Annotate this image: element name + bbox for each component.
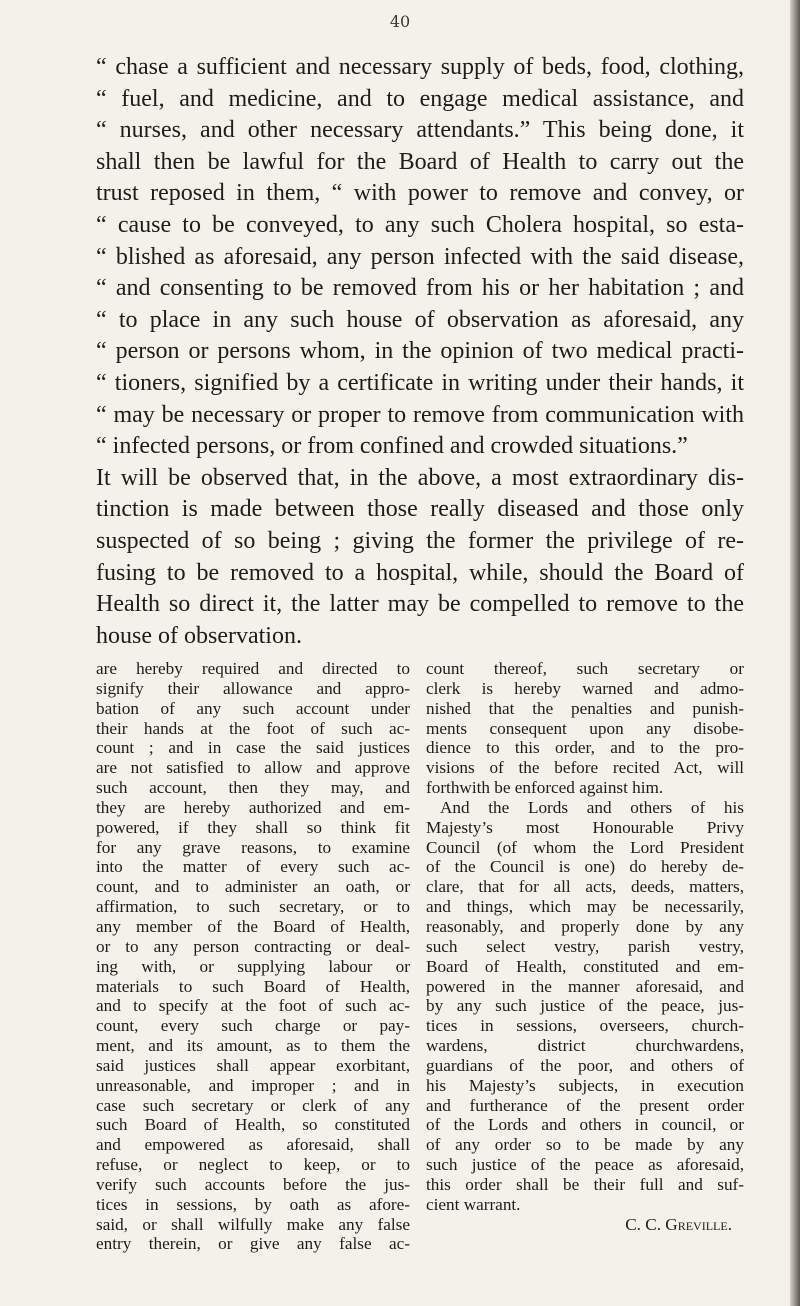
main-text-line: “ fuel, and medicine, and to engage medical assistance, and bbox=[96, 85, 744, 112]
right-column-line: nished that the penalties and punish- bbox=[426, 698, 744, 718]
left-column-line: unreasonable, and improper ; and in bbox=[96, 1075, 410, 1095]
right-column-line: his Majesty’s subjects, in execution bbox=[426, 1075, 744, 1095]
main-text-line: house of observation. bbox=[96, 622, 302, 649]
page-edge bbox=[790, 0, 800, 1306]
right-column-line: visions of the before recited Act, will bbox=[426, 758, 744, 778]
left-column-line: ment, and its amount, as to them the bbox=[96, 1036, 410, 1056]
main-text-line: “ and consenting to be removed from his or her habitation ; and bbox=[96, 275, 744, 302]
left-column-line: they are hereby authorized and em- bbox=[96, 797, 410, 817]
right-column-line: this order shall be their full and suf- bbox=[426, 1174, 744, 1194]
left-column-line: ing with, or supplying labour or bbox=[96, 956, 410, 976]
main-text-line: trust reposed in them, “ with power to remove and convey, or bbox=[96, 180, 744, 207]
main-text-line: “ tioners, signified by a certificate in writing under their hands, it bbox=[96, 369, 744, 396]
right-column-line: cient warrant. bbox=[426, 1194, 521, 1214]
main-text-line: Health so direct it, the latter may be compelled to remove to the bbox=[96, 591, 744, 618]
right-column-line: of any order so to be made by any bbox=[426, 1135, 744, 1155]
right-column-line: Council (of whom the Lord President bbox=[426, 837, 744, 857]
right-column-line: wardens, district churchwardens, bbox=[426, 1036, 744, 1056]
main-text-line: “ cause to be conveyed, to any such Cholera hospital, so esta- bbox=[96, 211, 744, 238]
footnote-right-column bbox=[426, 659, 744, 1234]
main-text-line: shall then be lawful for the Board of Health to carry out the bbox=[96, 148, 744, 175]
main-text-line: “ may be necessary or proper to remove from communication with bbox=[96, 401, 744, 428]
main-text-line: “ to place in any such house of observation as aforesaid, any bbox=[96, 306, 744, 333]
right-column-line: of the Lords and others in council, or bbox=[426, 1115, 744, 1135]
left-column-line: tices in sessions, by oath as afore- bbox=[96, 1194, 410, 1214]
right-column-line: clare, that for all acts, deeds, matters, bbox=[426, 877, 744, 897]
right-column-line: such select vestry, parish vestry, bbox=[426, 936, 744, 956]
signature: C. C. Greville. bbox=[625, 1214, 732, 1234]
left-column-line: powered, if they shall so think fit bbox=[96, 817, 410, 837]
left-column-line: their hands at the foot of such ac- bbox=[96, 718, 410, 738]
left-column-line: affirmation, to such secretary, or to bbox=[96, 897, 410, 917]
left-column-line: entry therein, or give any false ac- bbox=[96, 1234, 410, 1254]
right-column-line: Board of Health, constituted and em- bbox=[426, 956, 744, 976]
main-text-line: tinction is made between those really diseased and those only bbox=[96, 496, 744, 523]
right-column-line: guardians of the poor, and others of bbox=[426, 1055, 744, 1075]
right-column-line: forthwith be enforced against him. bbox=[426, 778, 664, 798]
left-column-line: refuse, or neglect to keep, or to bbox=[96, 1155, 410, 1175]
left-column-line: such Board of Health, so constituted bbox=[96, 1115, 410, 1135]
left-column-line: are not satisfied to allow and approve bbox=[96, 758, 410, 778]
right-column-line: such justice of the peace as aforesaid, bbox=[426, 1155, 744, 1175]
main-text-line: “ blished as aforesaid, any person infected with the said disease, bbox=[96, 243, 744, 270]
left-column-line: into the matter of every such ac- bbox=[96, 857, 410, 877]
main-text-block bbox=[96, 52, 744, 652]
right-column-line: and things, which may be necessarily, bbox=[426, 897, 744, 917]
left-column-line: bation of any such account under bbox=[96, 698, 410, 718]
left-column-line: for any grave reasons, to examine bbox=[96, 837, 410, 857]
main-text-line: It will be observed that, in the above, a most extraordinary dis- bbox=[96, 464, 744, 491]
left-column-line: said, or shall wilfully make any false bbox=[96, 1214, 410, 1234]
left-column-line: or to any person contracting or deal- bbox=[96, 936, 410, 956]
right-column-line: And the Lords and others of his bbox=[440, 797, 744, 817]
right-column-line: and furtherance of the present order bbox=[426, 1095, 744, 1115]
left-column-line: and empowered as aforesaid, shall bbox=[96, 1135, 410, 1155]
right-column-line: ments consequent upon any disobe- bbox=[426, 718, 744, 738]
main-text-line: “ infected persons, or from confined and crowded situations.” bbox=[96, 433, 688, 460]
left-column-line: are hereby required and directed to bbox=[96, 659, 410, 678]
page-number: 40 bbox=[389, 12, 411, 31]
main-text-line: suspected of so being ; giving the former the privilege of re- bbox=[96, 527, 744, 554]
right-column-line: dience to this order, and to the pro- bbox=[426, 738, 744, 758]
left-column-line: count, and to administer an oath, or bbox=[96, 877, 410, 897]
left-column-line: count ; and in case the said justices bbox=[96, 738, 410, 758]
left-column-line: verify such accounts before the jus- bbox=[96, 1174, 410, 1194]
right-column-line: tices in sessions, overseers, church- bbox=[426, 1016, 744, 1036]
right-column-line: Majesty’s most Honourable Privy bbox=[426, 817, 744, 837]
main-text-line: “ person or persons whom, in the opinion of two medical practi- bbox=[96, 338, 744, 365]
left-column-line: such account, then they may, and bbox=[96, 778, 410, 798]
left-column-line: signify their allowance and appro- bbox=[96, 678, 410, 698]
left-column-line: any member of the Board of Health, bbox=[96, 916, 410, 936]
right-column-line: powered in the manner aforesaid, and bbox=[426, 976, 744, 996]
left-column-line: materials to such Board of Health, bbox=[96, 976, 410, 996]
right-column-line: count thereof, such secretary or bbox=[426, 659, 744, 678]
right-column-line: of the Council is one) do hereby de- bbox=[426, 857, 744, 877]
left-column-line: and to specify at the foot of such ac- bbox=[96, 996, 410, 1016]
right-column-line: clerk is hereby warned and admo- bbox=[426, 678, 744, 698]
footnote-left-column bbox=[96, 659, 410, 1254]
main-text-line: fusing to be removed to a hospital, while, should the Board of bbox=[96, 559, 744, 586]
main-text-line: “ nurses, and other necessary attendants.” This being done, it bbox=[96, 117, 744, 144]
left-column-line: count, every such charge or pay- bbox=[96, 1016, 410, 1036]
left-column-line: case such secretary or clerk of any bbox=[96, 1095, 410, 1115]
right-column-line: by any such justice of the peace, jus- bbox=[426, 996, 744, 1016]
right-column-line: reasonably, and properly done by any bbox=[426, 916, 744, 936]
left-column-line: said justices shall appear exorbitant, bbox=[96, 1055, 410, 1075]
main-text-line: “ chase a sufficient and necessary supply of beds, food, clothing, bbox=[96, 54, 744, 80]
